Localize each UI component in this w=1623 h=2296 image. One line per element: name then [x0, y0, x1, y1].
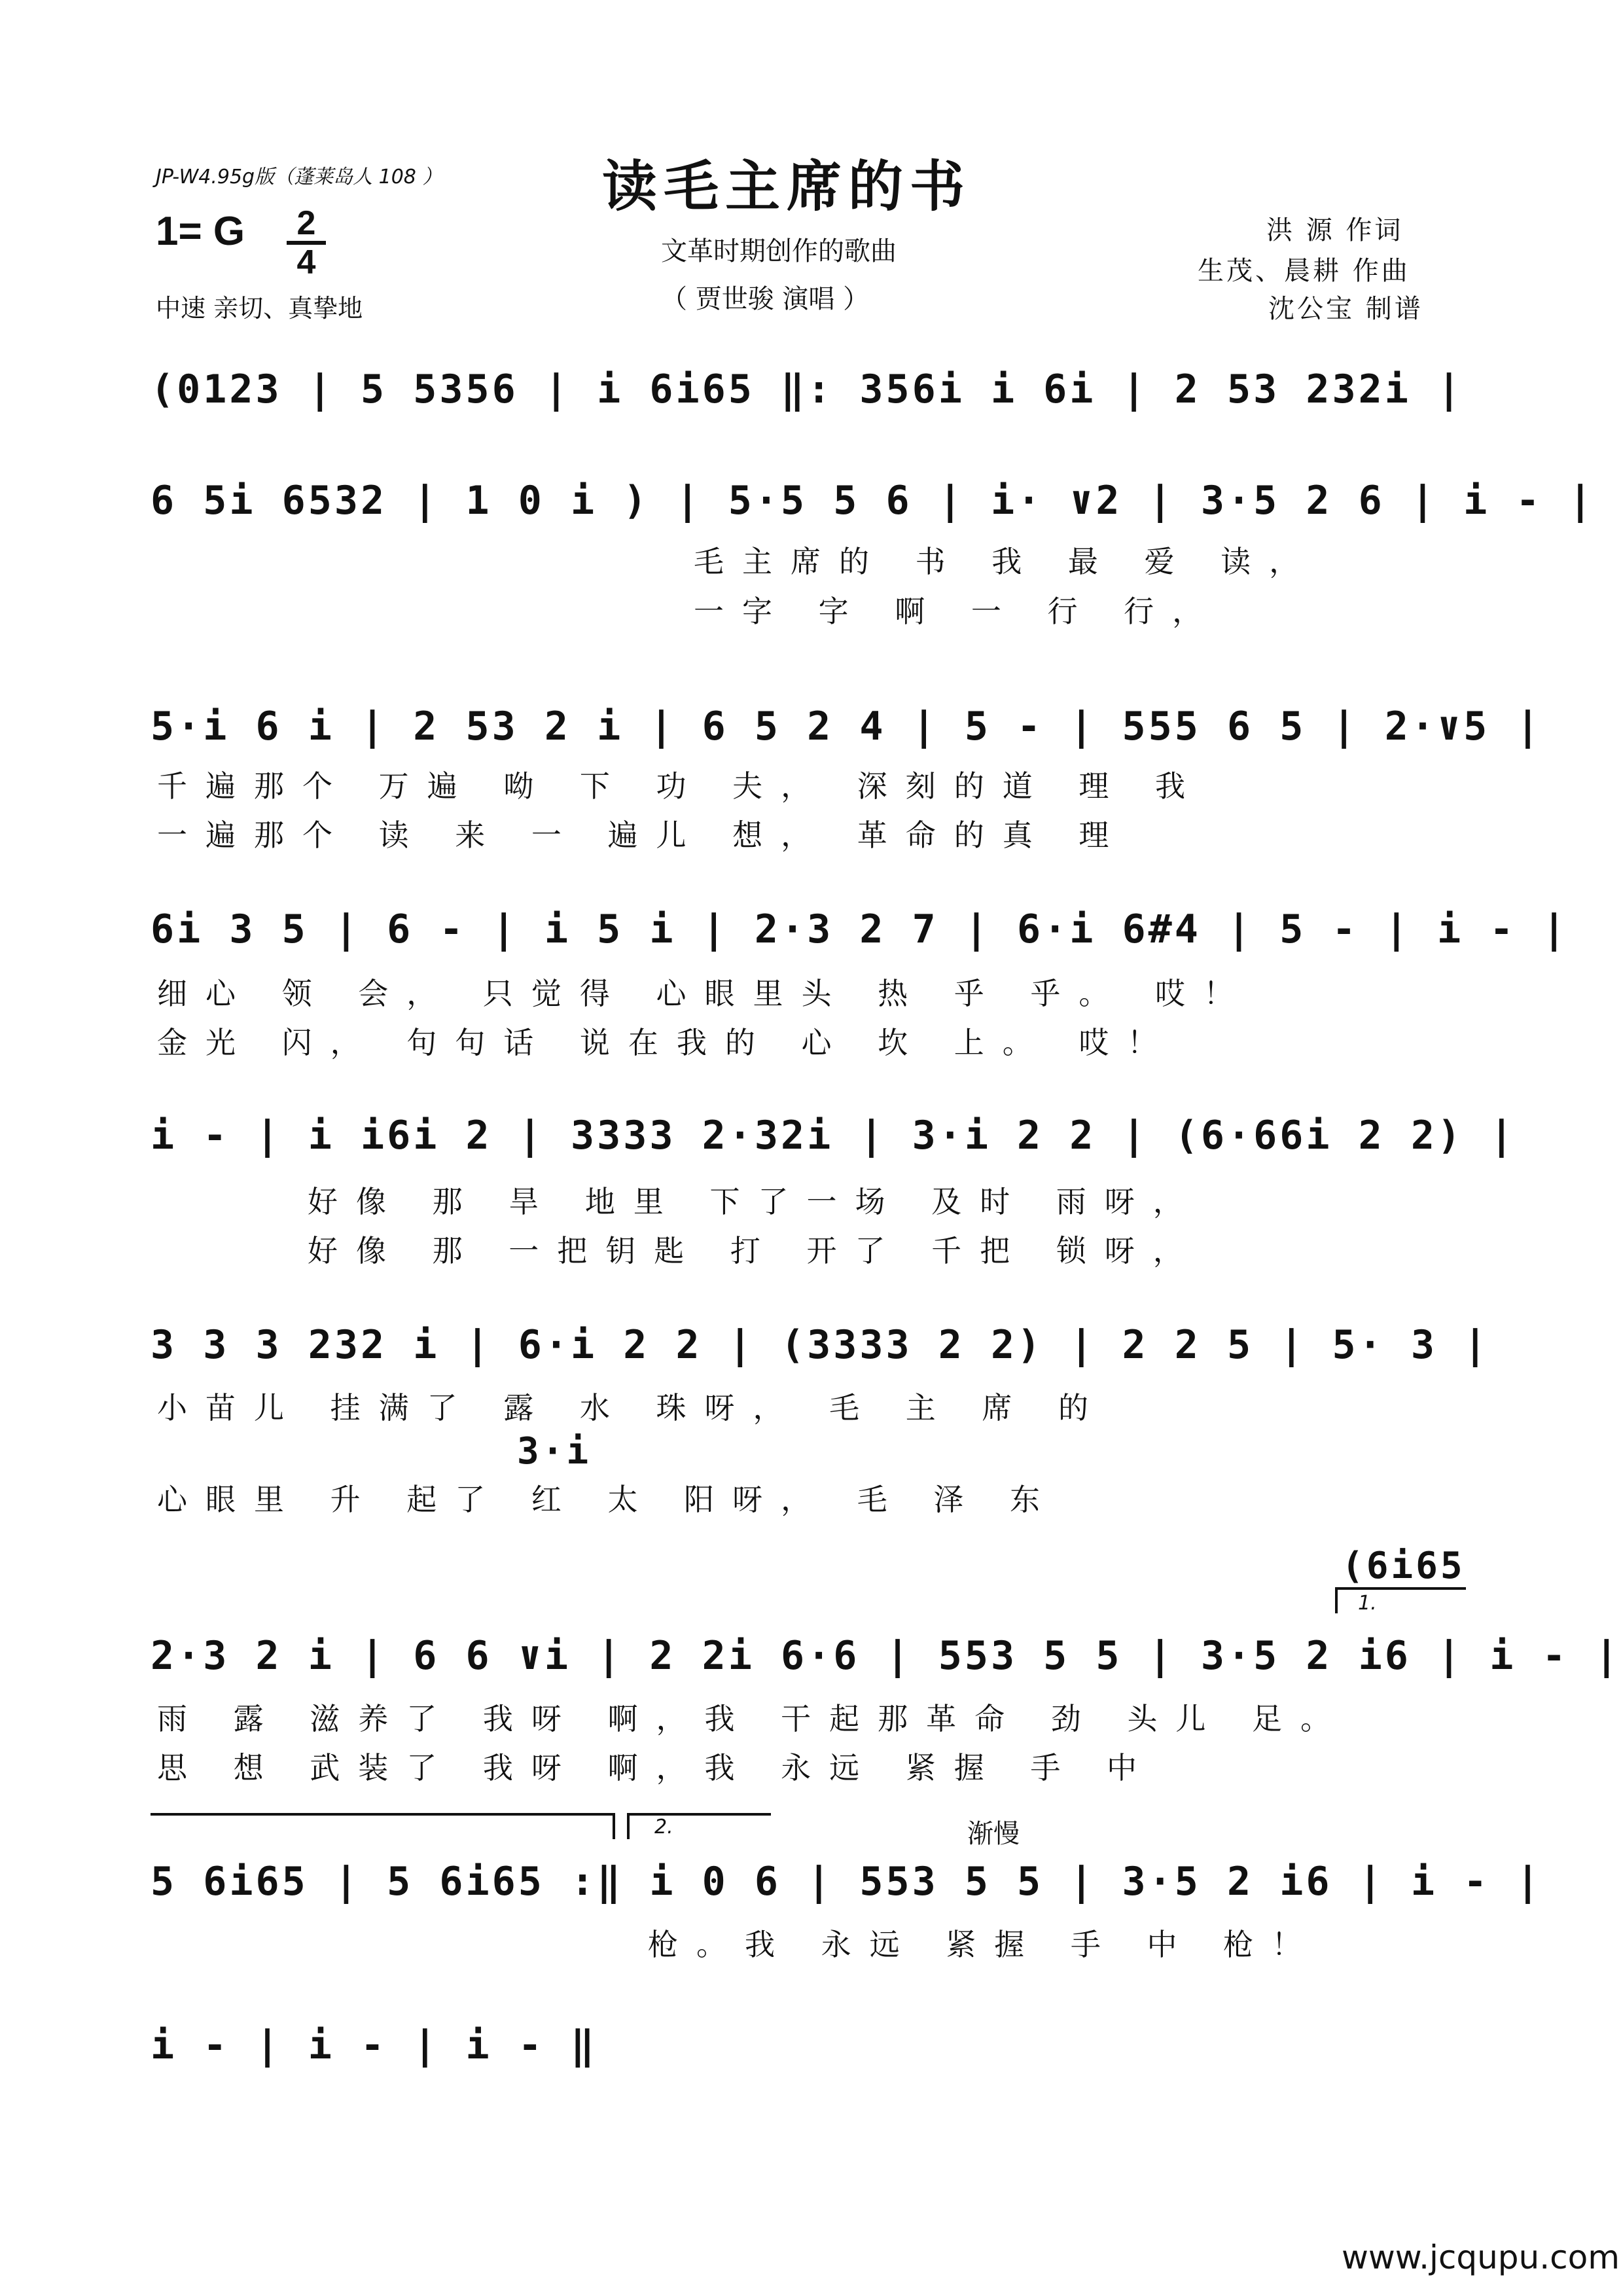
tempo-marking: 中速 亲切、真挚地	[156, 294, 363, 323]
score-row-3-lyric-2: 一遍那个 读 来 一 遍儿 想， 革命的真 理	[157, 817, 1128, 853]
key-signature: 1= G	[156, 209, 245, 254]
volta-2-label: 2.	[654, 1816, 673, 1839]
score-row-5-lyric-1: 好像 那 旱 地里 下了一场 及时 雨呀，	[308, 1184, 1202, 1219]
time-top: 2	[296, 204, 316, 242]
score-row-5-notes: i - | i i6i 2 | 3333 2·32i | 3·i 2 2 | (6·66i 2 2) |	[151, 1113, 1516, 1158]
performer: （ 贾世骏 演唱 ）	[661, 284, 870, 314]
lyricist: 洪 源 作词	[1266, 215, 1404, 245]
score-row-7-lyric-1: 雨 露 滋养了 我呀 啊，我 干起那革命 劲 头儿 足。	[157, 1701, 1349, 1736]
score-row-6-lyric-1: 小苗儿 挂满了 露 水 珠呀， 毛 主 席 的	[157, 1390, 1107, 1426]
score-row-2-notes: 6 5i 6532 | 1 0 i ) | 5·5 5 6 | i· ∨2 | 3·5 2 6 | i - |	[151, 478, 1595, 524]
score-row-7-notes: 2·3 2 i | 6 6 ∨i | 2 2i 6·6 | 553 5 5 | 3·5 2 i6 | i - |	[151, 1633, 1621, 1679]
score-row-6-lyric-2: 心眼里 升 起了 红 太 阳呀， 毛 泽 东	[157, 1482, 1058, 1517]
score-row-9-notes: i - | i - | i - ‖	[151, 2022, 597, 2068]
score-row-6-notes: 3 3 3 232 i | 6·i 2 2 | (3333 2 2) | 2 2 5 | 5· 3 |	[151, 1322, 1490, 1368]
volta-2-bracket-start	[627, 1813, 630, 1839]
subtitle: 文革时期创作的歌曲	[661, 236, 897, 266]
composer: 生茂、晨耕 作曲	[1198, 256, 1410, 286]
volta-1-label: 1.	[1358, 1592, 1377, 1615]
volta-2-bracket	[627, 1813, 771, 1816]
volta-1-continuation-end	[613, 1813, 615, 1839]
score-row-3-notes: 5·i 6 i | 2 53 2 i | 6 5 2 4 | 5 - | 555 6 5 | 2·∨5 |	[151, 704, 1543, 749]
score-row-8-notes: 5 6i65 | 5 6i65 :‖ i 0 6 | 553 5 5 | 3·5 2 i6 | i - |	[151, 1859, 1543, 1905]
score-row-2-lyric-2: 一字 字 啊 一 行 行，	[694, 594, 1221, 629]
volta-1-continuation	[151, 1813, 615, 1816]
tempo-change-mark: 渐慢	[967, 1819, 1020, 1849]
score-row-4-lyric-1: 细心 领 会， 只觉得 心眼里头 热 乎 乎。 哎！	[157, 976, 1252, 1011]
score-row-7-lyric-2: 思 想 武装了 我呀 啊，我 永远 紧握 手 中	[157, 1750, 1155, 1785]
score-row-5-lyric-2: 好像 那 一把钥匙 打 开了 千把 锁呀，	[308, 1233, 1202, 1268]
volta-1-bracket	[1335, 1587, 1466, 1590]
score-row-4-notes: 6i 3 5 | 6 - | i 5 i | 2·3 2 7 | 6·i 6#4 | 5 - | i - |	[151, 906, 1569, 952]
score-row-7-intro-notes: (6i65	[1342, 1545, 1465, 1587]
website-watermark: www.jcqupu.com	[1342, 2238, 1620, 2276]
score-row-4-lyric-2: 金光 闪， 句句话 说在我的 心 坎 上。 哎！	[157, 1025, 1176, 1060]
edition-label: JP-W4.95g版（蓬莱岛人 108 ）	[156, 166, 442, 188]
song-title: 读毛主席的书	[602, 154, 972, 219]
transcriber: 沈公宝 制谱	[1268, 294, 1423, 324]
time-signature	[287, 204, 326, 281]
volta-1-bracket-end	[1335, 1587, 1338, 1613]
score-row-2-lyric-1: 毛主席的 书 我 最 爱 读，	[694, 544, 1318, 579]
score-row-8-lyric-1: 枪。我 永远 紧握 手 中 枪！	[648, 1927, 1321, 1962]
score-row-3-lyric-1: 千遍那个 万遍 呦 下 功 夫， 深刻的道 理 我	[157, 768, 1204, 804]
time-bottom: 4	[296, 243, 316, 281]
score-row-6-alt-notes: 3·i	[517, 1430, 592, 1473]
score-row-1-notes: (0123 | 5 5356 | i 6i65 ‖: 356i i 6i | 2 53 232i |	[151, 367, 1464, 412]
